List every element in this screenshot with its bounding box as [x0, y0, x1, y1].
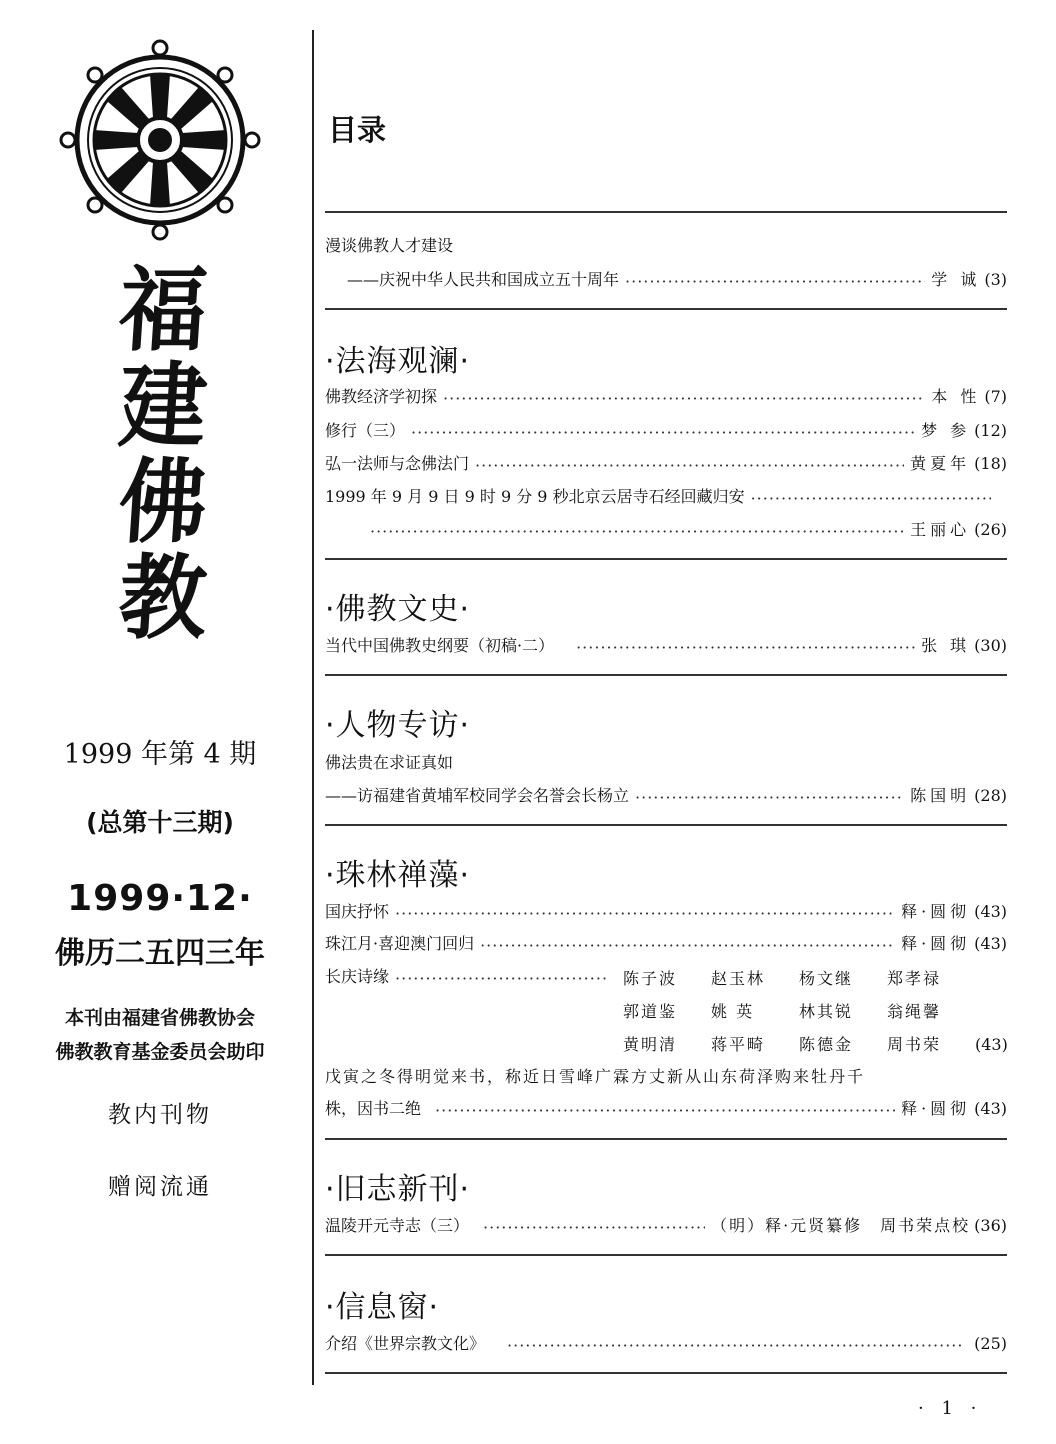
entry-page: (26)	[974, 520, 1007, 539]
entry-title: 佛法贵在求证真如	[325, 753, 454, 772]
toc-heading: 目录	[328, 113, 387, 147]
author-name: 翁绳馨	[887, 1002, 942, 1021]
divider	[325, 308, 1007, 310]
leader-dots	[635, 787, 904, 807]
sponsor-line: 本刊由福建省佛教协会	[64, 1007, 255, 1029]
author-list	[623, 999, 975, 1022]
leader-dots	[370, 521, 904, 541]
section-title: ·珠林禅藻·	[325, 858, 471, 893]
toc-entry-continuation[interactable]	[325, 515, 1007, 541]
entry-page: (18)	[974, 454, 1007, 473]
author-name: 林其锐	[799, 1002, 854, 1021]
entry-page: (28)	[974, 786, 1007, 805]
entry-author: 本 性	[931, 387, 981, 406]
leader-dots	[435, 1100, 895, 1120]
toc-entry[interactable]	[325, 631, 1007, 657]
toc-entry[interactable]	[325, 416, 1007, 442]
author-name: 赵玉林	[711, 969, 766, 988]
entry-author: 张 琪	[921, 636, 971, 655]
internal-publication-label: 教内刊物	[108, 1102, 212, 1128]
leader-dots	[483, 1217, 705, 1237]
cover-sidebar	[0, 0, 312, 1444]
entry-subtitle: ——庆祝中华人民共和国成立五十周年	[347, 270, 620, 289]
leader-dots	[625, 271, 925, 291]
leader-dots	[507, 1335, 964, 1355]
toc-entry[interactable]	[325, 929, 1007, 955]
author-name: 周书荣	[887, 1035, 942, 1054]
entry-page: (43)	[974, 902, 1007, 921]
entry-page: (36)	[974, 1216, 1007, 1235]
section-title: ·人物专访·	[325, 708, 471, 743]
leader-dots	[443, 388, 925, 408]
entry-author: 释·圆彻	[901, 902, 971, 921]
toc-entry-subtitle[interactable]	[325, 781, 1007, 807]
author-name: 姚 英	[711, 1002, 755, 1021]
leader-dots	[395, 903, 895, 923]
leader-dots	[480, 935, 895, 955]
entry-title: 漫谈佛教人才建设	[325, 236, 454, 255]
entry-author: 黄夏年	[910, 454, 971, 473]
entry-page: (30)	[974, 636, 1007, 655]
entry-title: 株，因书二绝	[325, 1099, 422, 1118]
author-name: 黄明清	[623, 1035, 678, 1054]
entry-title: 修行（三）	[325, 421, 406, 440]
entry-title: 戊寅之冬得明觉来书，称近日雪峰广霖方丈新从山东荷泽购来牡丹千	[325, 1067, 866, 1086]
entry-page: (7)	[984, 387, 1007, 406]
entry-title: 珠江月·喜迎澳门回归	[325, 934, 475, 953]
title-char: 福	[115, 256, 211, 364]
page-number: · 1 ·	[918, 1398, 983, 1419]
section-title: ·法海观澜·	[325, 344, 471, 379]
entry-author: 王丽心	[910, 520, 971, 539]
entry-author: 释·圆彻	[901, 934, 971, 953]
author-name: 郑孝禄	[887, 969, 942, 988]
entry-page: (43)	[974, 1099, 1007, 1118]
toc-entry[interactable]	[325, 1211, 1007, 1237]
author-name: 陈德金	[799, 1035, 854, 1054]
divider	[325, 1372, 1007, 1374]
toc-entry[interactable]	[325, 748, 1007, 774]
divider	[325, 558, 1007, 560]
section-title: ·信息窗·	[325, 1290, 440, 1325]
entry-page: (43)	[975, 1035, 1008, 1054]
entry-author: 梦 参	[921, 421, 971, 440]
title-char: 教	[115, 544, 211, 652]
toc-entry[interactable]	[325, 482, 997, 508]
divider	[325, 824, 1007, 826]
author-name: 杨文继	[799, 969, 854, 988]
toc-entry[interactable]	[325, 449, 1007, 475]
toc-entry[interactable]	[325, 962, 615, 988]
entry-title: 佛教经济学初探	[325, 387, 438, 406]
entry-title: 1999 年 9 月 9 日 9 时 9 分 9 秒北京云居寺石经回藏归安	[325, 487, 745, 506]
entry-page: (43)	[974, 934, 1007, 953]
entry-author: 释·圆彻	[901, 1099, 971, 1118]
author-list	[623, 1032, 1008, 1055]
author-list	[623, 966, 975, 989]
entry-title: 国庆抒怀	[325, 902, 390, 921]
column-divider	[312, 30, 314, 1385]
sponsor-line: 佛教教育基金委员会助印	[55, 1041, 265, 1063]
toc-entry-continuation[interactable]	[325, 1094, 1007, 1120]
section-title: ·旧志新刊·	[325, 1172, 471, 1207]
section-title: ·佛教文史·	[325, 592, 471, 627]
entry-page: (25)	[974, 1334, 1007, 1353]
title-char: 佛	[115, 448, 211, 556]
leader-dots	[395, 968, 609, 988]
toc-entry[interactable]	[325, 897, 1007, 923]
buddhist-year: 佛历二五四三年	[55, 936, 265, 971]
total-issue: (总第十三期)	[86, 808, 234, 837]
dharma-wheel-icon	[50, 35, 270, 245]
toc-entry[interactable]	[325, 1329, 1007, 1355]
free-circulation-label: 赠阅流通	[108, 1174, 212, 1200]
toc-entry[interactable]	[325, 231, 1007, 257]
divider	[325, 211, 1007, 213]
publish-date: 1999·12·	[67, 878, 253, 919]
divider	[325, 1138, 1007, 1140]
magazine-title	[98, 256, 228, 652]
issue-number: 1999 年第 4 期	[63, 739, 257, 770]
entry-author: （明）释·元贤纂修 周书荣点校	[711, 1216, 971, 1235]
toc-entry-subtitle[interactable]	[325, 265, 1007, 291]
leader-dots	[576, 637, 915, 657]
leader-dots	[411, 422, 915, 442]
title-char: 建	[115, 352, 211, 460]
entry-page: (12)	[974, 421, 1007, 440]
author-name: 蒋平畸	[711, 1035, 766, 1054]
leader-dots	[751, 488, 991, 508]
author-name: 郭道鉴	[623, 1002, 678, 1021]
entry-page: (3)	[984, 270, 1007, 289]
entry-title: 介绍《世界宗教文化》	[325, 1334, 486, 1353]
entry-author: 陈国明	[910, 786, 971, 805]
divider	[325, 674, 1007, 676]
entry-title: 弘一法师与念佛法门	[325, 454, 470, 473]
toc-entry[interactable]	[325, 1062, 1007, 1088]
toc-entry[interactable]	[325, 382, 1007, 408]
entry-title: 当代中国佛教史纲要（初稿·二）	[325, 636, 555, 655]
leader-dots	[475, 455, 904, 475]
entry-title: 长庆诗缘	[325, 967, 390, 986]
author-name: 陈子波	[623, 969, 678, 988]
divider	[325, 1254, 1007, 1256]
entry-author: 学 诚	[931, 270, 981, 289]
entry-title: 温陵开元寺志（三）	[325, 1216, 470, 1235]
entry-subtitle: ——访福建省黄埔军校同学会名誉会长杨立	[325, 786, 630, 805]
